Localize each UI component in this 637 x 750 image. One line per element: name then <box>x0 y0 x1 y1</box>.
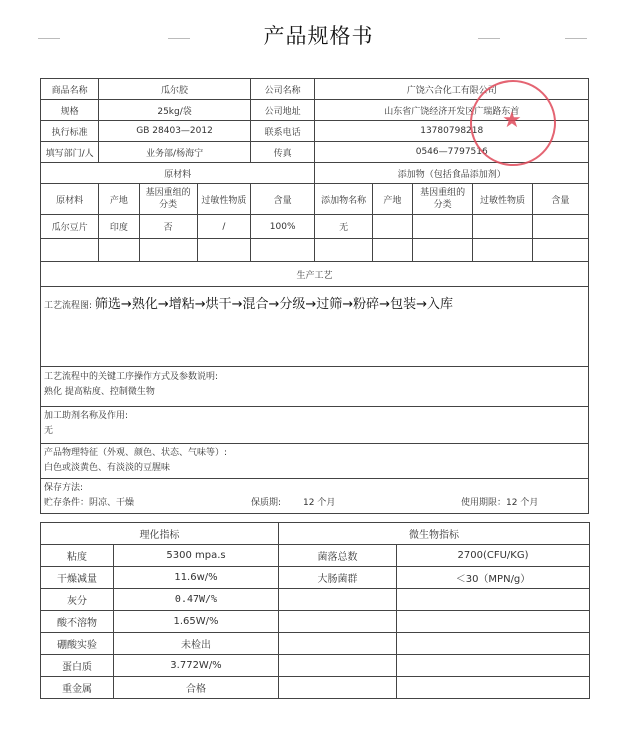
col-additive-allergen: 过敏性物质 <box>473 184 532 215</box>
header-rule-right1 <box>478 38 500 39</box>
microbial-value <box>397 655 590 677</box>
indicator-label: 粘度 <box>41 545 114 567</box>
indicator-row <box>41 655 590 677</box>
microbial-value <box>397 589 590 611</box>
col-additive-content: 含量 <box>532 184 588 215</box>
indicator-label: 灰分 <box>41 589 114 611</box>
microbial-value: ＜30（MPN/g） <box>397 567 590 589</box>
indicator-label: 酸不溶物 <box>41 611 114 633</box>
additive-allergen <box>473 215 532 239</box>
processing-aid-row <box>41 407 589 444</box>
physical-value: 白色或淡黄色、有淡淡的豆腥味 <box>44 463 171 473</box>
microbial-value <box>397 611 590 633</box>
process-flow-row <box>41 287 589 367</box>
processing-aid-cell <box>41 407 589 444</box>
raw-materials-header: 原材料 <box>41 163 315 184</box>
info-row-name <box>41 79 589 100</box>
material-gmo: 否 <box>139 215 197 239</box>
info-row-standard <box>41 121 589 142</box>
storage-label: 保存方法: <box>44 483 84 493</box>
indicator-row <box>41 545 590 567</box>
info-row-filler <box>41 142 589 163</box>
col-origin: 产地 <box>99 184 139 215</box>
processing-aid-value: 无 <box>44 426 54 436</box>
indicator-label: 硼酸实验 <box>41 633 114 655</box>
materials-row <box>41 215 589 239</box>
microbial-header: 微生物指标 <box>279 523 590 545</box>
key-steps-value: 熟化 提高粘度、控制微生物 <box>44 387 155 397</box>
indicator-row <box>41 611 590 633</box>
col-content: 含量 <box>250 184 315 215</box>
document-title: 产品规格书 <box>263 24 374 48</box>
microbial-label <box>279 611 397 633</box>
spec-sheet-table <box>40 78 589 514</box>
spec-label: 规格 <box>41 100 99 121</box>
key-steps-cell <box>41 367 589 407</box>
spec-value: 25kg/袋 <box>99 100 251 121</box>
indicator-row <box>41 677 590 699</box>
microbial-label <box>279 589 397 611</box>
indicator-row <box>41 633 590 655</box>
material-allergen: / <box>197 215 250 239</box>
flow-label: 工艺流程图: <box>44 301 93 311</box>
additive-name: 无 <box>315 215 372 239</box>
materials-empty-row <box>41 239 589 262</box>
indicators-header-row <box>41 523 590 545</box>
address-value: 山东省广饶经济开发区广瑞路东首 <box>315 100 589 121</box>
key-steps-label: 工艺流程中的关键工序操作方式及参数说明: <box>44 372 219 382</box>
microbial-label <box>279 655 397 677</box>
phone-value: 13780798218 <box>315 121 589 142</box>
col-additive-name: 添加物名称 <box>315 184 372 215</box>
process-header: 生产工艺 <box>41 262 589 287</box>
company-name: 广饶六合化工有限公司 <box>315 79 589 100</box>
flow-chart: 筛选→熟化→增粘→烘干→混合→分级→过筛→粉碎→包装→入库 <box>94 297 453 312</box>
indicators-table <box>40 522 590 699</box>
additive-origin <box>372 215 412 239</box>
indicator-row <box>41 589 590 611</box>
col-raw-material: 原材料 <box>41 184 99 215</box>
col-gmo: 基因重组的分类 <box>139 184 197 215</box>
indicator-value: 未检出 <box>114 633 279 655</box>
header-rule-left <box>38 38 60 39</box>
header-rule-mid <box>168 38 190 39</box>
company-label: 公司名称 <box>250 79 315 100</box>
indicator-value: 11.6w/% <box>114 567 279 589</box>
indicator-row <box>41 567 590 589</box>
physical-label: 产品物理特征（外观、颜色、状态、气味等）: <box>44 448 228 458</box>
col-additive-gmo: 基因重组的分类 <box>412 184 472 215</box>
material-origin: 印度 <box>99 215 139 239</box>
indicator-value: 1.65W/% <box>114 611 279 633</box>
physical-cell <box>41 444 589 479</box>
microbial-value <box>397 633 590 655</box>
filler-value: 业务部/杨海宁 <box>99 142 251 163</box>
material-name: 瓜尔豆片 <box>41 215 99 239</box>
indicator-value: 合格 <box>114 677 279 699</box>
indicator-value: 3.772W/% <box>114 655 279 677</box>
standard-label: 执行标准 <box>41 121 99 142</box>
address-label: 公司地址 <box>250 100 315 121</box>
materials-header-row <box>41 163 589 184</box>
indicator-label: 重金属 <box>41 677 114 699</box>
shelf-life-label: 保质期: <box>251 498 282 508</box>
indicator-label: 干燥减量 <box>41 567 114 589</box>
additive-content <box>532 215 588 239</box>
col-allergen: 过敏性物质 <box>197 184 250 215</box>
additives-header: 添加物（包括食品添加剂） <box>315 163 589 184</box>
storage-cell <box>41 479 589 514</box>
info-row-spec <box>41 100 589 121</box>
shelf-life-value: 12 个月 <box>303 498 336 508</box>
phone-label: 联系电话 <box>250 121 315 142</box>
indicator-label: 蛋白质 <box>41 655 114 677</box>
name-label: 商品名称 <box>41 79 99 100</box>
filler-label: 填写部门/人 <box>41 142 99 163</box>
key-steps-row <box>41 367 589 407</box>
header-rule-right2 <box>565 38 587 39</box>
processing-aid-label: 加工助剂名称及作用: <box>44 411 129 421</box>
microbial-value: 2700(CFU/KG) <box>397 545 590 567</box>
microbial-label: 大肠菌群 <box>279 567 397 589</box>
additive-gmo <box>412 215 472 239</box>
product-name: 瓜尔胶 <box>99 79 251 100</box>
fax-value: 0546—7797516 <box>315 142 589 163</box>
microbial-label <box>279 677 397 699</box>
storage-condition: 贮存条件：阴凉、干燥 <box>44 498 135 508</box>
physical-row <box>41 444 589 479</box>
col-additive-origin: 产地 <box>372 184 412 215</box>
material-content: 100% <box>250 215 315 239</box>
indicator-value: 5300 mpa.s <box>114 545 279 567</box>
microbial-value <box>397 677 590 699</box>
fax-label: 传真 <box>250 142 315 163</box>
standard-value: GB 28403—2012 <box>99 121 251 142</box>
microbial-label: 菌落总数 <box>279 545 397 567</box>
materials-columns-row <box>41 184 589 215</box>
storage-line <box>44 496 585 511</box>
process-flow-cell <box>41 287 589 367</box>
process-header-row <box>41 262 589 287</box>
seal-star-icon: ★ <box>502 108 522 133</box>
microbial-label <box>279 633 397 655</box>
indicator-value: 0.47W/% <box>114 589 279 611</box>
physchem-header: 理化指标 <box>41 523 279 545</box>
use-period: 使用期限：12 个月 <box>461 498 539 508</box>
storage-row <box>41 479 589 514</box>
